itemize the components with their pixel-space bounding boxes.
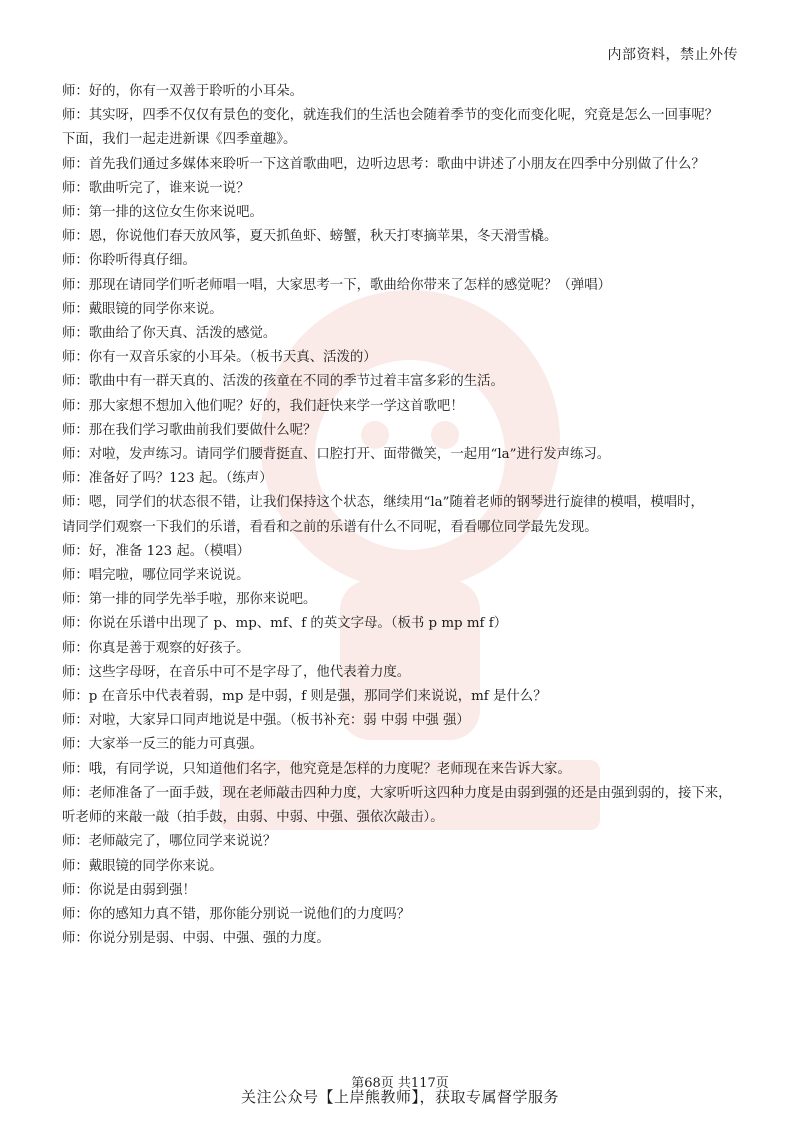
- document-body: [62, 80, 752, 951]
- text-line: 师：第一排的同学先举手啦，那你来说吧。: [62, 592, 317, 608]
- text-line: 师：老师准备了一面手鼓，现在老师敲击四种力度，大家听听这四种力度是由弱到强的还是由强到弱的，接下来，: [62, 785, 732, 801]
- text-line: 师：对啦，大家异口同声地说是中强。（板书补充：弱 中弱 中强 强）: [62, 713, 470, 729]
- text-line: 师：老师敲完了，哪位同学来说说？: [62, 834, 277, 850]
- text-line: 师：那现在请同学们听老师唱一唱，大家思考一下，歌曲给你带来了怎样的感觉呢？（弹唱）: [62, 277, 612, 293]
- text-line: 师：大家举一反三的能力可真强。: [62, 737, 263, 753]
- text-line: 师：你真是善于观察的好孩子。: [62, 640, 250, 656]
- header-notice: 内部资料，禁止外传: [607, 47, 738, 63]
- text-line: 师：你有一双音乐家的小耳朵。（板书天真、活泼的）: [62, 350, 377, 366]
- text-line: 师：你聆听得真仔细。: [62, 253, 196, 269]
- text-line: 师：戴眼镜的同学你来说。: [62, 858, 223, 874]
- text-line: 师：恩，你说他们春天放风筝，夏天抓鱼虾、螃蟹，秋天打枣摘苹果，冬天滑雪橇。: [62, 229, 558, 245]
- text-line: 师：其实呀，四季不仅仅有景色的变化，就连我们的生活也会随着季节的变化而变化呢，究竟是怎么一回事呢？: [62, 108, 719, 124]
- text-line: 请同学们观察一下我们的乐谱，看看和之前的乐谱有什么不同呢，看看哪位同学最先发现。: [62, 519, 598, 535]
- text-line: 师：第一排的这位女生你来说吧。: [62, 205, 263, 221]
- text-line: 师：哦，有同学说，只知道他们名字，他究竟是怎样的力度呢？老师现在来告诉大家。: [62, 761, 571, 777]
- text-line: 师：唱完啦，哪位同学来说说。: [62, 568, 250, 584]
- text-line: 师：这些字母呀，在音乐中可不是字母了，他代表着力度。: [62, 664, 411, 680]
- text-line: 师：那在我们学习歌曲前我们要做什么呢？: [62, 422, 317, 438]
- text-line: 师：对啦，发声练习。请同学们腰背挺直、口腔打开、面带微笑，一起用“la”进行发声练习。: [62, 447, 611, 463]
- text-line: 师：p 在音乐中代表着弱，mp 是中弱，f 则是强，那同学们来说说，mf 是什么？: [62, 689, 547, 705]
- text-line: 师：歌曲中有一群天真的、活泼的孩童在不同的季节过着丰富多彩的生活。: [62, 374, 504, 390]
- text-line: 听老师的来敲一敲（拍手鼓，由弱、中弱、中强、强依次敲击）。: [62, 810, 444, 826]
- page-number: 第68页 共117页: [351, 1076, 449, 1091]
- text-line: 下面，我们一起走进新课《四季童趣》。: [62, 132, 297, 148]
- text-line: 师：歌曲听完了，谁来说一说？: [62, 180, 250, 196]
- text-line: 师：首先我们通过多媒体来聆听一下这首歌曲吧，边听边思考：歌曲中讲述了小朋友在四季中分别做了什么？: [62, 156, 705, 172]
- text-line: 师：歌曲给了你天真、活泼的感觉。: [62, 326, 277, 342]
- text-line: 师：好的，你有一双善于聆听的小耳朵。: [62, 84, 304, 99]
- text-line: 师：你说分别是弱、中弱、中强、强的力度。: [62, 931, 330, 947]
- text-line: 师：嗯，同学们的状态很不错，让我们保持这个状态，继续用“la”随着老师的钢琴进行旋律的模唱，模唱时，: [62, 495, 704, 511]
- text-line: 师：戴眼镜的同学你来说。: [62, 301, 223, 317]
- promo-banner: 关注公众号【上岸熊教师】，获取专属督学服务: [240, 1088, 559, 1106]
- text-line: 师：准备好了吗？123 起。（练声）: [62, 471, 273, 487]
- text-line: 师：你的感知力真不错，那你能分别说一说他们的力度吗？: [62, 906, 411, 922]
- text-line: 师：好，准备 123 起。（模唱）: [62, 543, 251, 559]
- text-line: 师：你说在乐谱中出现了 p、mp、mf、f 的英文字母。（板书 p mp mf f）: [62, 616, 508, 632]
- text-line: 师：那大家想不想加入他们呢？好的，我们赶快来学一学这首歌吧！: [62, 398, 464, 414]
- text-line: 师：你说是由弱到强！: [62, 882, 196, 898]
